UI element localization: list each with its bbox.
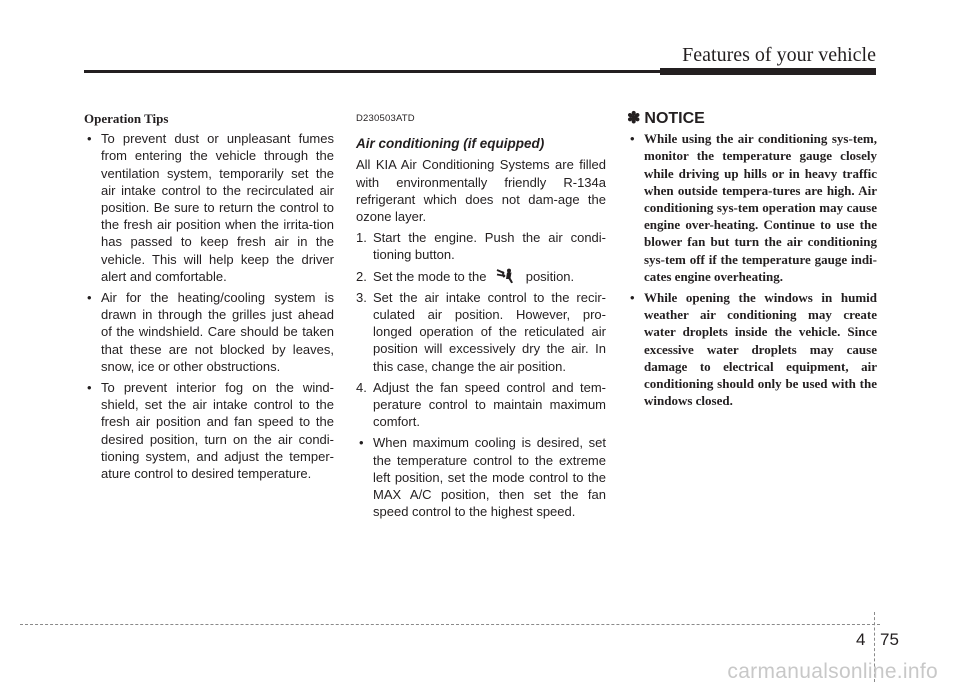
vent-mode-icon [496,268,516,284]
notice-asterisk-icon: ✽ [627,110,641,127]
watermark: carmanualsonline.info [727,660,938,683]
step-text: Set the air intake control to the recir-culated air position. However, pro-longed operation of the reticulated air position will excessively dry the air. In this case, change the air position. [373,289,606,374]
notice-title: NOTICE [644,110,705,127]
step-text: Start the engine. Push the air condi-tioning button. [373,230,606,263]
operation-tips-list [84,130,334,482]
page-number: 75 [880,630,899,649]
step-3 [356,289,606,375]
notice-heading [627,110,877,127]
step-text-before: Set the mode to the [373,268,487,284]
step-number: 1. [356,230,367,246]
step-text: Adjust the fan speed control and tem-perature control to maintain maximum comfort. [373,379,606,430]
air-conditioning-heading: Air conditioning (if equipped) [356,136,545,152]
step-number: 3. [356,289,367,305]
list-item: • While using the air conditioning sys-tem, monitor the temperature gauge closely while driving up hills or in heavy traffic when outside tempera-tures are high. Air conditioning sys-tem operation may cause engine over-heating. Continue to use the blower fan but turn the air conditioning sys-tem off if the temperature gauge indi-cates engine overheating. [627,130,877,285]
list-item: • Air for the heating/cooling system is drawn in through the grilles just ahead of the windshield. Care should be taken that these are not blocked by leaves, snow, ice or other obstructions. [84,289,334,375]
max-cooling-list [356,434,606,520]
column-notice [627,110,877,413]
operation-tips-heading: Operation Tips [84,111,169,126]
list-item: • While opening the windows in humid weather air conditioning may create water droplets inside the vehicle. Since excessive water droplets may cause damage to electrical equipment, air conditioning should only be used with the windows closed. [627,289,877,409]
step-4 [356,379,606,431]
step-2 [356,268,606,285]
list-item: • When maximum cooling is desired, set the temperature control to the extreme left position, set the mode control to the MAX A/C position, then set the fan speed control to the highest speed. [356,434,606,520]
section-code: D230503ATD [356,113,415,124]
column-air-conditioning [356,110,606,524]
list-item: • To prevent dust or unpleasant fumes from entering the vehicle through the ventilation system, temporarily set the air intake control to the recirculated air position. Be sure to return the control to the fresh air position when the irrita-tion has passed to keep fresh air in the vehicle. This will help keep the driver alert and comfortable. [84,130,334,285]
header-rule [84,70,876,73]
intro-paragraph: All KIA Air Conditioning Systems are filled with environmentally friendly R-134a refrigerant which does not dam-age the ozone layer. [356,157,606,225]
section-number: 4 [856,630,866,649]
notice-list [627,130,877,409]
header-title: Features of your vehicle [682,44,876,66]
step-1 [356,229,606,263]
step-number: 2. [356,268,367,284]
list-item: • To prevent interior fog on the wind-shield, set the air intake control to the fresh air position and fan speed to the desired position, turn on the air condi-tioning system, and adjust the temper-ature control to desired temperature. [84,379,334,482]
footer-rule [20,624,880,625]
steps-list [356,229,606,430]
step-text-after: position. [525,268,575,284]
column-operation-tips [84,110,334,486]
step-number: 4. [356,379,367,395]
